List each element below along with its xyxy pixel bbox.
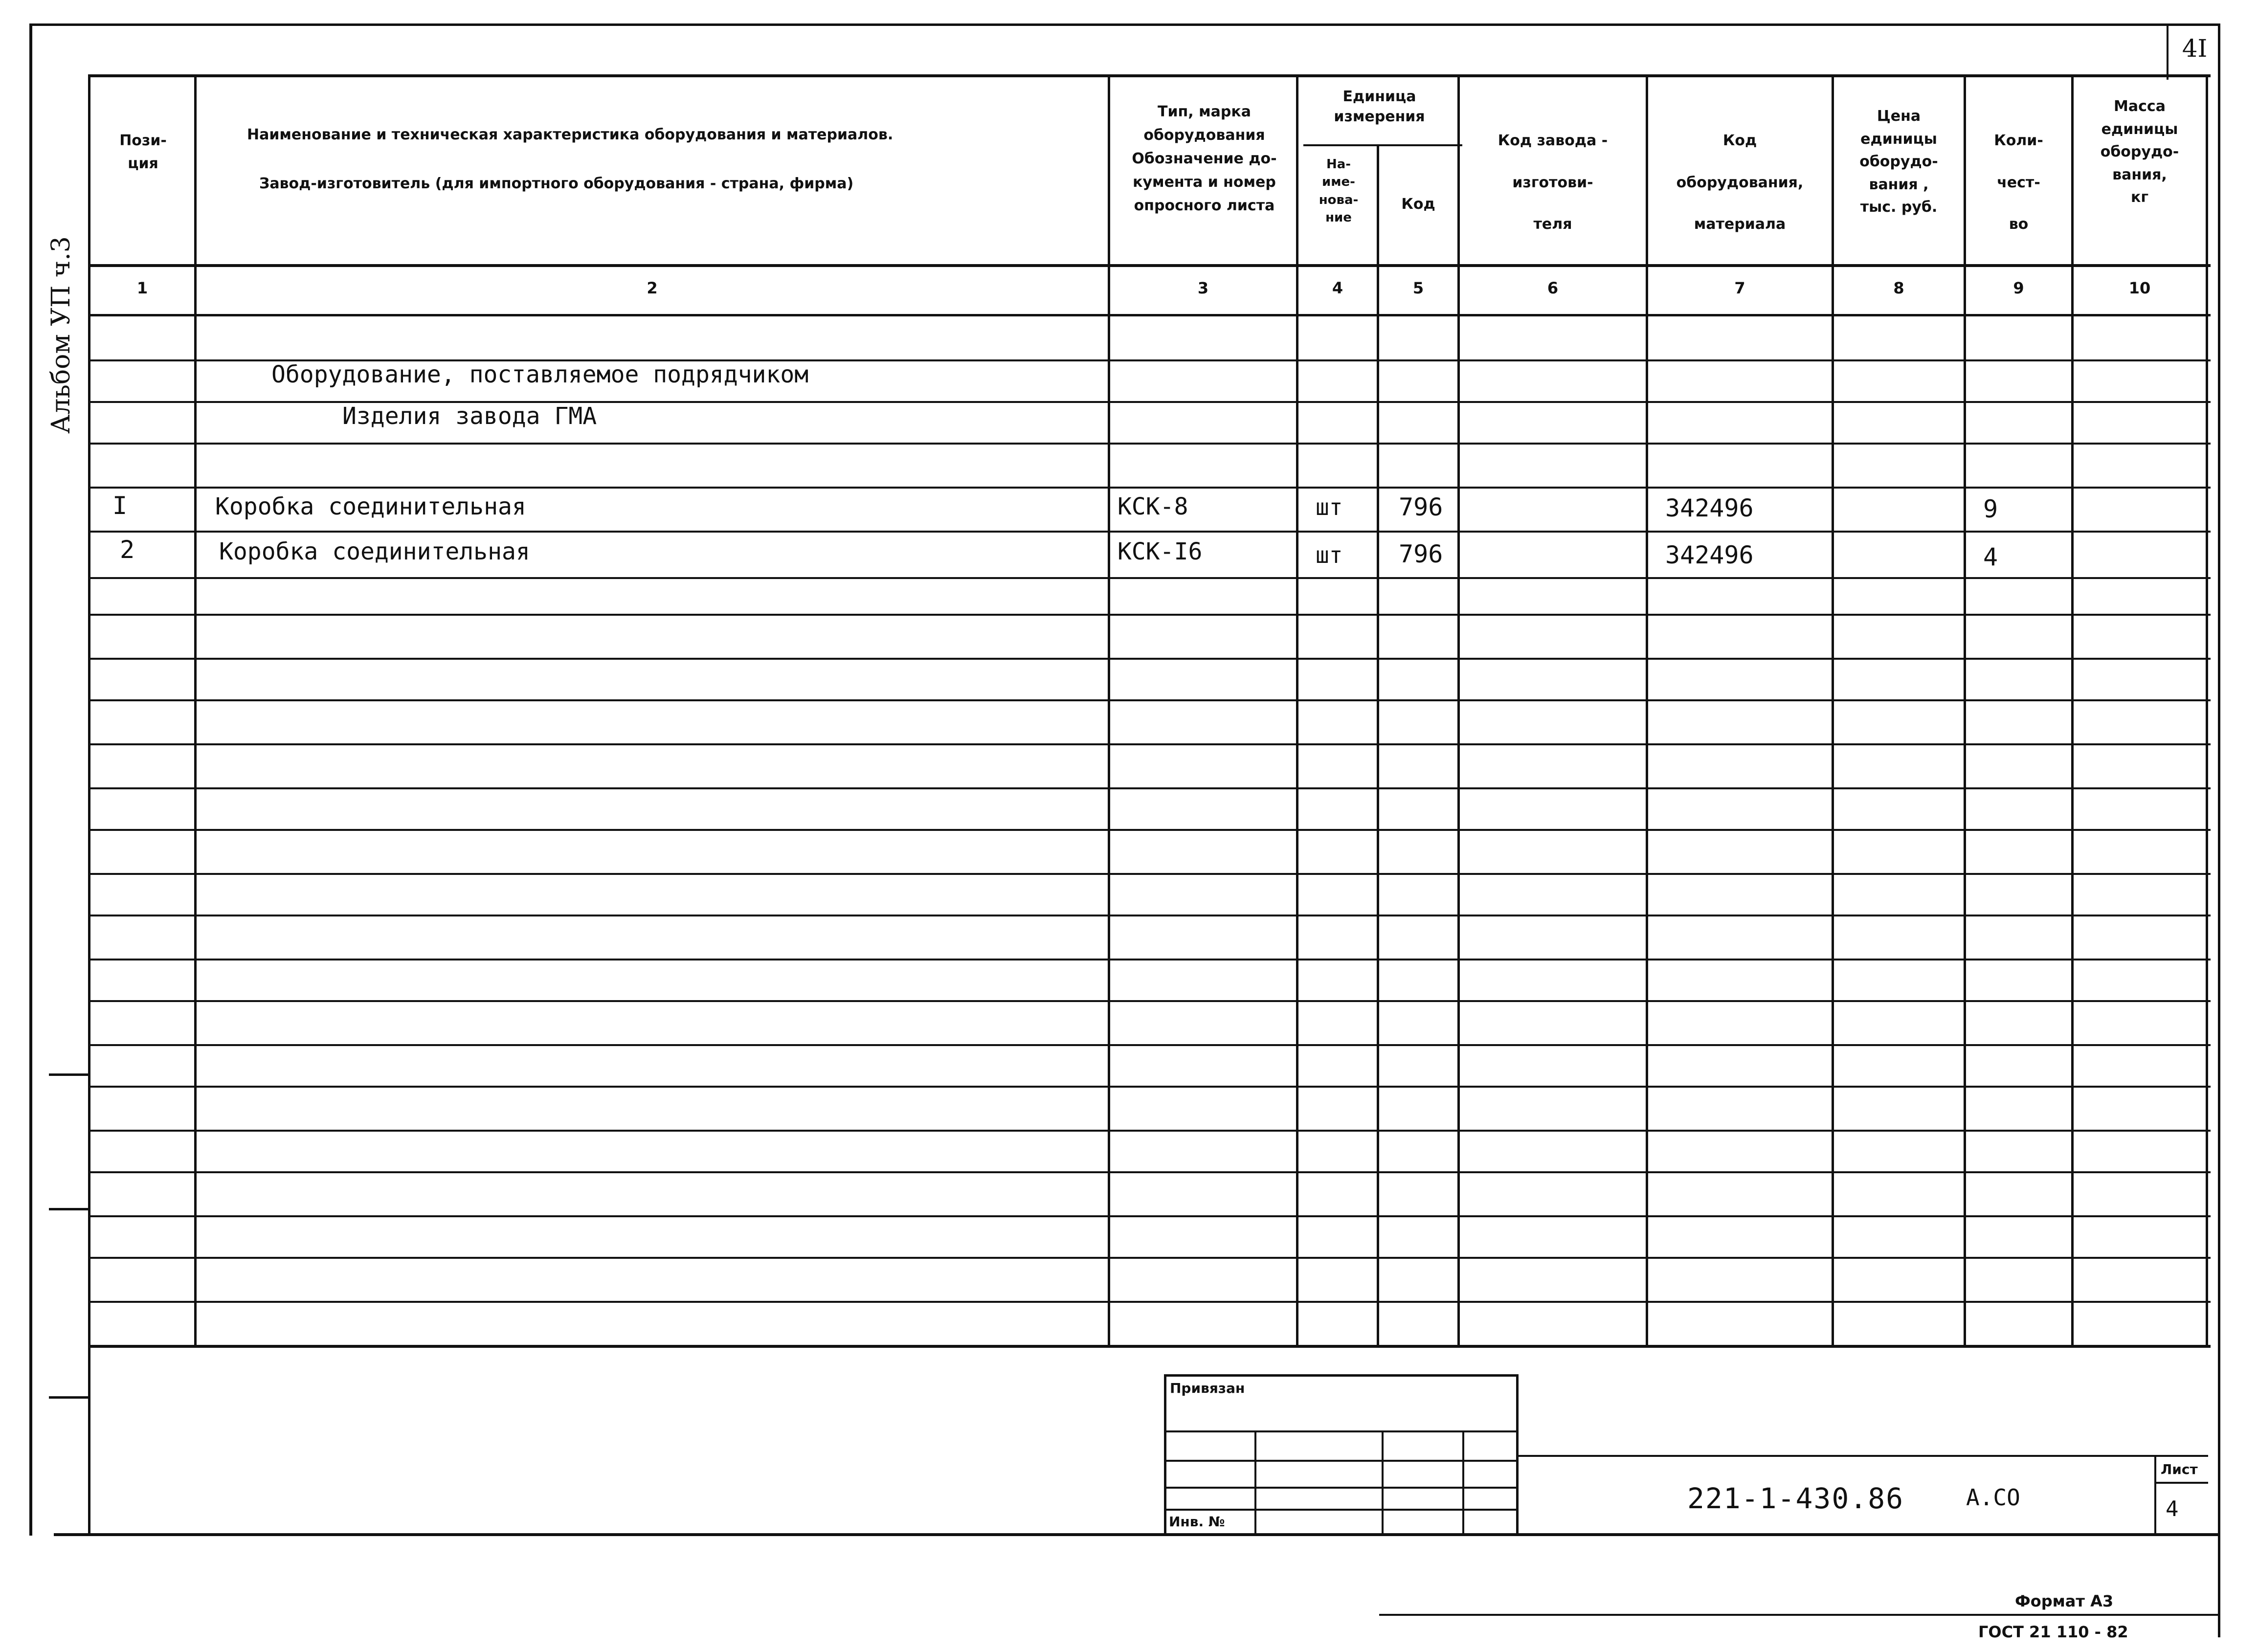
header-position: Пози- ция	[119, 132, 167, 172]
header-factory-code: Код завода - изготови- теля	[1498, 132, 1608, 233]
stamp-privyazan: Привязан	[1170, 1380, 1245, 1396]
header-equipment-code: Код оборудования, материала	[1676, 132, 1804, 233]
column-number: 10	[2128, 279, 2151, 297]
header-unit-code: Код	[1401, 196, 1435, 213]
footer-line	[1379, 1614, 2220, 1616]
left-tick	[49, 1396, 88, 1399]
album-label: Альбом УП ч.3	[46, 236, 76, 434]
document-code: 221-1-430.86	[1687, 1482, 1904, 1515]
format-label: Формат А3	[2015, 1592, 2114, 1610]
column-number: 8	[1893, 279, 1904, 297]
header-mass: Масса единицы оборудо- вания, кг	[2100, 98, 2179, 206]
column-number: 4	[1332, 279, 1343, 297]
row-unit-code: 796	[1399, 540, 1443, 568]
column-number: 2	[647, 279, 658, 297]
row-quantity: 4	[1983, 543, 1998, 571]
header-unit-name: На- име- нова- ние	[1319, 157, 1359, 225]
subsection-title: Изделия завода ГМА	[342, 402, 597, 430]
column-number: 7	[1734, 279, 1745, 297]
header-price: Цена единицы оборудо- вания , тыс. руб.	[1859, 108, 1938, 216]
column-number: 3	[1197, 279, 1209, 297]
bottom-frame-line	[54, 1533, 2220, 1536]
column-number: 1	[136, 279, 148, 297]
row-unit: шт	[1316, 542, 1343, 568]
header-name-line1: Наименование и техническая характеристика оборудования и материалов.	[247, 126, 894, 143]
row-unit-code: 796	[1399, 493, 1443, 521]
column-number: 5	[1412, 279, 1424, 297]
row-position: I	[112, 491, 128, 520]
section-title: Оборудование, поставляемое подрядчиком	[271, 361, 809, 388]
document-suffix: А.СО	[1966, 1484, 2020, 1511]
header-type: Тип, марка оборудования Обозначение до- кумента и номер опросного листа	[1132, 103, 1277, 214]
row-quantity: 9	[1983, 495, 1998, 523]
header-unit: Единица измерения	[1334, 88, 1425, 125]
stamp-inventory-number: Инв. №	[1169, 1514, 1225, 1530]
row-equipment-code: 342496	[1665, 541, 1754, 569]
list-number: 4	[2166, 1496, 2179, 1521]
list-label: Лист	[2161, 1461, 2198, 1477]
row-name: Коробка соединительная	[215, 493, 526, 520]
gost-label: ГОСТ 21 110 - 82	[1978, 1623, 2128, 1641]
header-quantity: Коли- чест- во	[1994, 132, 2043, 233]
column-number: 9	[2013, 279, 2024, 297]
header-name-line2: Завод-изготовитель (для импортного оборудования - страна, фирма)	[259, 175, 854, 192]
row-unit: шт	[1316, 494, 1343, 520]
row-equipment-code: 342496	[1665, 494, 1754, 522]
sheet-number: 4I	[2182, 34, 2208, 63]
row-type: КСК-8	[1118, 493, 1188, 520]
row-type: КСК-I6	[1118, 538, 1203, 565]
row-name: Коробка соединительная	[219, 538, 530, 565]
column-number: 6	[1547, 279, 1559, 297]
row-position: 2	[120, 536, 135, 564]
